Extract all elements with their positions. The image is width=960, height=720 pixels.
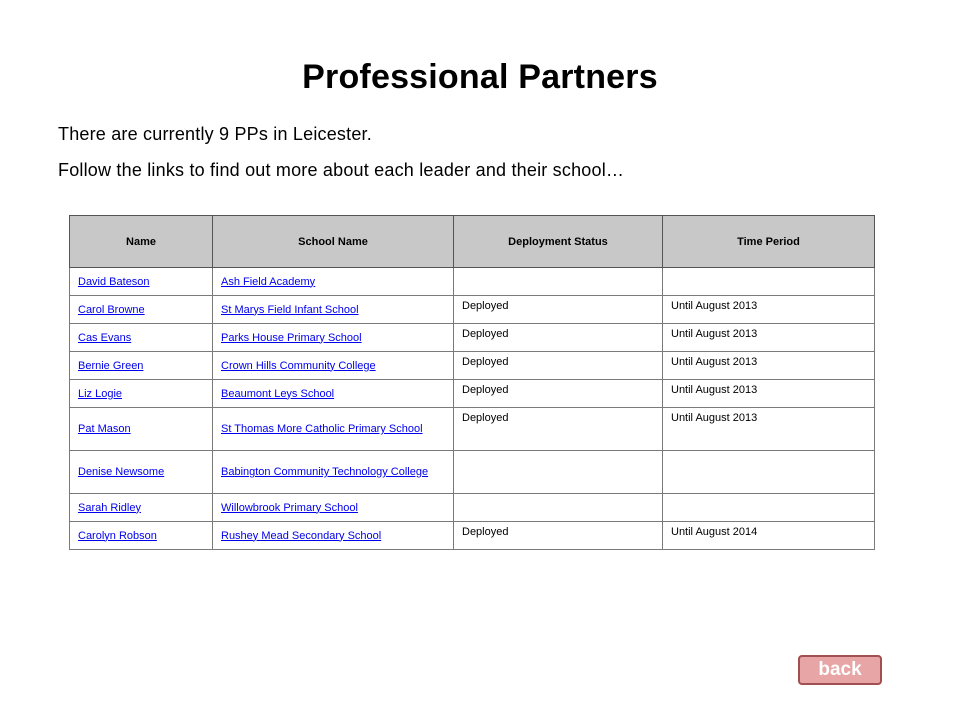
table-row	[70, 522, 875, 550]
status-cell: Deployed	[454, 380, 663, 408]
status-cell: Deployed	[454, 522, 663, 550]
partner-link-logie[interactable]: Liz Logie	[78, 387, 123, 400]
period-cell: Until August 2013	[663, 408, 875, 451]
partner-link-robson[interactable]: Carolyn Robson	[78, 529, 157, 542]
status-cell	[454, 451, 663, 494]
partner-link-browne[interactable]: Carol Browne	[78, 303, 145, 316]
table-row	[70, 380, 875, 408]
back-button[interactable]: back	[798, 655, 882, 685]
school-link-beaumont-leys[interactable]: Beaumont Leys School	[221, 387, 335, 400]
period-cell	[663, 451, 875, 494]
partner-link-ridley[interactable]: Sarah Ridley	[78, 501, 141, 514]
status-cell: Deployed	[454, 296, 663, 324]
page-title: Professional Partners	[302, 58, 658, 96]
school-link-rushey-mead[interactable]: Rushey Mead Secondary School	[221, 529, 382, 542]
table-row	[70, 408, 875, 451]
school-link-willowbrook[interactable]: Willowbrook Primary School	[221, 501, 358, 514]
table-header-row	[70, 216, 875, 268]
partner-link-green[interactable]: Bernie Green	[78, 359, 144, 372]
period-cell: Until August 2013	[663, 352, 875, 380]
partner-link-newsome[interactable]: Denise Newsome	[78, 466, 165, 478]
table-row	[70, 494, 875, 522]
school-link-crown-hills[interactable]: Crown Hills Community College	[221, 359, 376, 372]
period-cell	[663, 494, 875, 522]
partner-link-mason[interactable]: Pat Mason	[78, 423, 131, 435]
period-cell	[663, 268, 875, 296]
column-header-name: Name	[70, 216, 213, 268]
period-cell: Until August 2013	[663, 380, 875, 408]
table-row	[70, 451, 875, 494]
school-link-st-thomas-more[interactable]: St Thomas More Catholic Primary School	[221, 423, 423, 435]
period-cell: Until August 2013	[663, 296, 875, 324]
partner-link-bateson[interactable]: David Bateson	[78, 275, 150, 288]
status-cell	[454, 268, 663, 296]
status-cell: Deployed	[454, 324, 663, 352]
column-header-status: Deployment Status	[454, 216, 663, 268]
instructions-text: Follow the links to find out more about each leader and their school…	[58, 160, 625, 180]
status-cell: Deployed	[454, 408, 663, 451]
school-link-babington[interactable]: Babington Community Technology College	[221, 466, 429, 478]
period-cell: Until August 2014	[663, 522, 875, 550]
status-cell: Deployed	[454, 352, 663, 380]
table-row	[70, 324, 875, 352]
table-row	[70, 268, 875, 296]
partner-link-evans[interactable]: Cas Evans	[78, 331, 132, 344]
column-header-period: Time Period	[663, 216, 875, 268]
period-cell: Until August 2013	[663, 324, 875, 352]
partners-table	[69, 215, 875, 550]
column-header-school: School Name	[213, 216, 454, 268]
intro-text: There are currently 9 PPs in Leicester.	[58, 124, 372, 144]
school-link-st-marys[interactable]: St Marys Field Infant School	[221, 303, 359, 316]
table-row	[70, 352, 875, 380]
school-link-ash-field[interactable]: Ash Field Academy	[221, 275, 316, 288]
status-cell	[454, 494, 663, 522]
school-link-parks-house[interactable]: Parks House Primary School	[221, 331, 362, 344]
table-row	[70, 296, 875, 324]
